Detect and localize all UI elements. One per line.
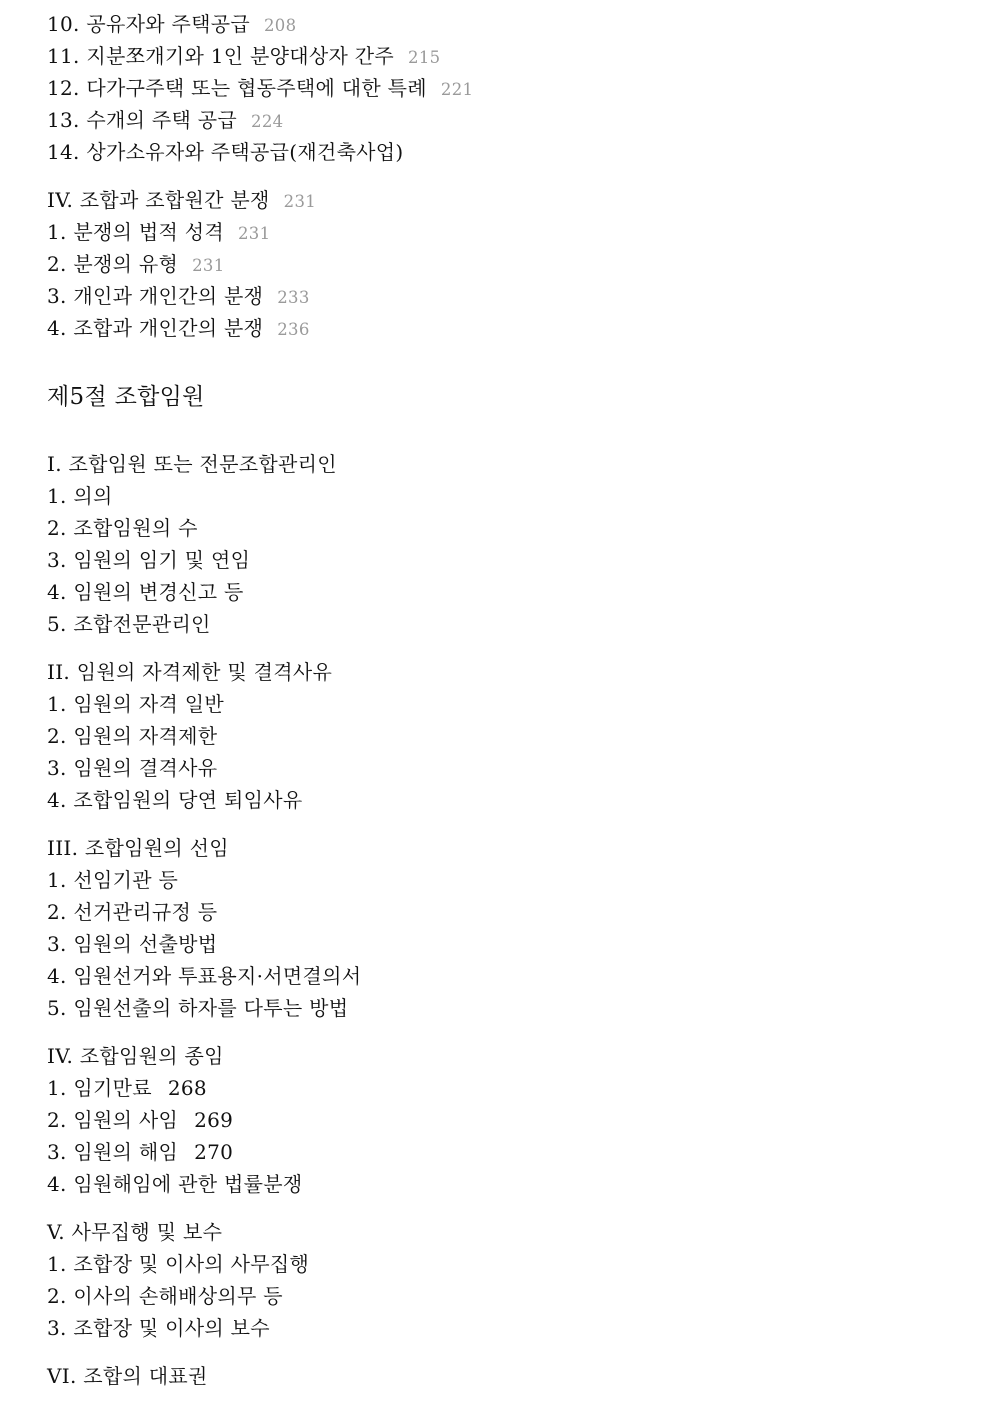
entry-page: 208: [263, 16, 297, 35]
toc-entry: [47, 40, 967, 72]
toc-entry: [47, 280, 967, 312]
entry-text: 1. 의의: [47, 484, 113, 508]
toc-entry: [47, 312, 967, 344]
toc-entry: [47, 1248, 967, 1280]
entry-text: 13. 수개의 주택 공급: [47, 108, 238, 132]
entry-text: 2. 선거관리규정 등: [47, 900, 218, 924]
entry-page: 224: [251, 112, 284, 131]
entry-text: 3. 조합장 및 이사의 보수: [47, 1316, 270, 1340]
toc-entry: [47, 1072, 967, 1104]
toc-entry: [47, 720, 967, 752]
entry-page: 215: [408, 48, 441, 67]
entry-text: 3. 개인과 개인간의 분쟁: [47, 284, 264, 308]
entry-text: 2. 분쟁의 유형: [47, 252, 179, 276]
toc-entry: [47, 1040, 967, 1072]
toc-group: [47, 832, 967, 1024]
toc-entry: [47, 608, 967, 640]
toc-entry: [47, 216, 967, 248]
entry-text: I. 조합임원 또는 전문조합관리인: [47, 452, 337, 476]
toc-entry: [47, 992, 967, 1024]
toc-group: [47, 1216, 967, 1344]
toc-entry: [47, 896, 967, 928]
entry-text: 14. 상가소유자와 주택공급(재건축사업): [47, 140, 404, 164]
entry-text: 4. 임원선거와 투표용지·서면결의서: [47, 964, 362, 988]
entry-page: 268: [167, 1076, 207, 1100]
toc-entry: [47, 8, 967, 40]
entry-page: 269: [194, 1108, 234, 1132]
toc-entry: [47, 784, 967, 816]
toc-entry: [47, 832, 967, 864]
toc-entry: [47, 656, 967, 688]
entry-text: 4. 임원해임에 관한 법률분쟁: [47, 1172, 303, 1196]
entry-text: V. 사무집행 및 보수: [47, 1220, 223, 1244]
entry-text: 1. 분쟁의 법적 성격: [47, 220, 224, 244]
entry-text: IV. 조합과 조합원간 분쟁: [47, 188, 270, 212]
toc-entry: [47, 104, 967, 136]
entry-page: 231: [283, 192, 317, 211]
entry-text: 3. 임원의 해임: [47, 1140, 179, 1164]
entry-text: 5. 조합전문관리인: [47, 612, 211, 636]
entry-text: 11. 지분쪼개기와 1인 분양대상자 간주: [47, 44, 395, 68]
entry-text: III. 조합임원의 선임: [47, 836, 229, 860]
toc-entry: [47, 184, 967, 216]
toc-entry: [47, 480, 967, 512]
toc-entry: [47, 72, 967, 104]
entry-text: 1. 선임기관 등: [47, 868, 179, 892]
entry-text: 4. 임원의 변경신고 등: [47, 580, 244, 604]
entry-text: 10. 공유자와 주택공급: [47, 12, 250, 36]
toc-entry: [47, 1136, 967, 1168]
entry-page: 231: [238, 224, 271, 243]
entry-text: 1. 임원의 자격 일반: [47, 692, 224, 716]
entry-page: 270: [194, 1140, 234, 1164]
toc-entry: [47, 448, 967, 480]
toc-entry: [47, 960, 967, 992]
toc-entry: [47, 1312, 967, 1344]
toc-entry: [47, 928, 967, 960]
entry-page: 221: [440, 80, 474, 99]
entry-text: 2. 임원의 자격제한: [47, 724, 218, 748]
toc-entry: [47, 1280, 967, 1312]
toc-group: [47, 8, 967, 168]
toc-entry: [47, 1216, 967, 1248]
entry-text: II. 임원의 자격제한 및 결격사유: [47, 660, 333, 684]
entry-text: 2. 임원의 사임: [47, 1108, 179, 1132]
toc-entry: [47, 1360, 967, 1392]
entry-page: 233: [277, 288, 310, 307]
toc-entry: [47, 248, 967, 280]
entry-text: VI. 조합의 대표권: [47, 1364, 208, 1388]
entry-text: 12. 다가구주택 또는 협동주택에 대한 특례: [47, 76, 427, 100]
toc-entry: [47, 688, 967, 720]
entry-text: 1. 임기만료: [47, 1076, 152, 1100]
toc-entry: [47, 512, 967, 544]
toc-entry: [47, 136, 967, 168]
toc-group: [47, 448, 967, 640]
toc-entry: [47, 1168, 967, 1200]
entry-text: 3. 임원의 결격사유: [47, 756, 218, 780]
toc-entry: [47, 864, 967, 896]
entry-text: 3. 임원의 임기 및 연임: [47, 548, 251, 572]
entry-text: 4. 조합과 개인간의 분쟁: [47, 316, 264, 340]
entry-text: 1. 조합장 및 이사의 사무집행: [47, 1252, 310, 1276]
entry-text: 2. 이사의 손해배상의무 등: [47, 1284, 283, 1308]
toc-group: [47, 184, 967, 344]
toc-entry: [47, 1104, 967, 1136]
entry-text: 2. 조합임원의 수: [47, 516, 198, 540]
entry-text: 4. 조합임원의 당연 퇴임사유: [47, 788, 303, 812]
toc-group: [47, 1360, 967, 1392]
entry-text: 5. 임원선출의 하자를 다투는 방법: [47, 996, 349, 1020]
toc-content: [47, 8, 967, 1408]
toc-group: [47, 656, 967, 816]
toc-entry: [47, 576, 967, 608]
entry-page: 231: [192, 256, 225, 275]
toc-entry: [47, 544, 967, 576]
chapter-title: 제5절 조합임원: [47, 384, 205, 410]
entry-page: 236: [277, 320, 310, 339]
toc-entry: [47, 752, 967, 784]
entry-text: IV. 조합임원의 종임: [47, 1044, 224, 1068]
entry-text: 3. 임원의 선출방법: [47, 932, 218, 956]
toc-group: [47, 1040, 967, 1200]
